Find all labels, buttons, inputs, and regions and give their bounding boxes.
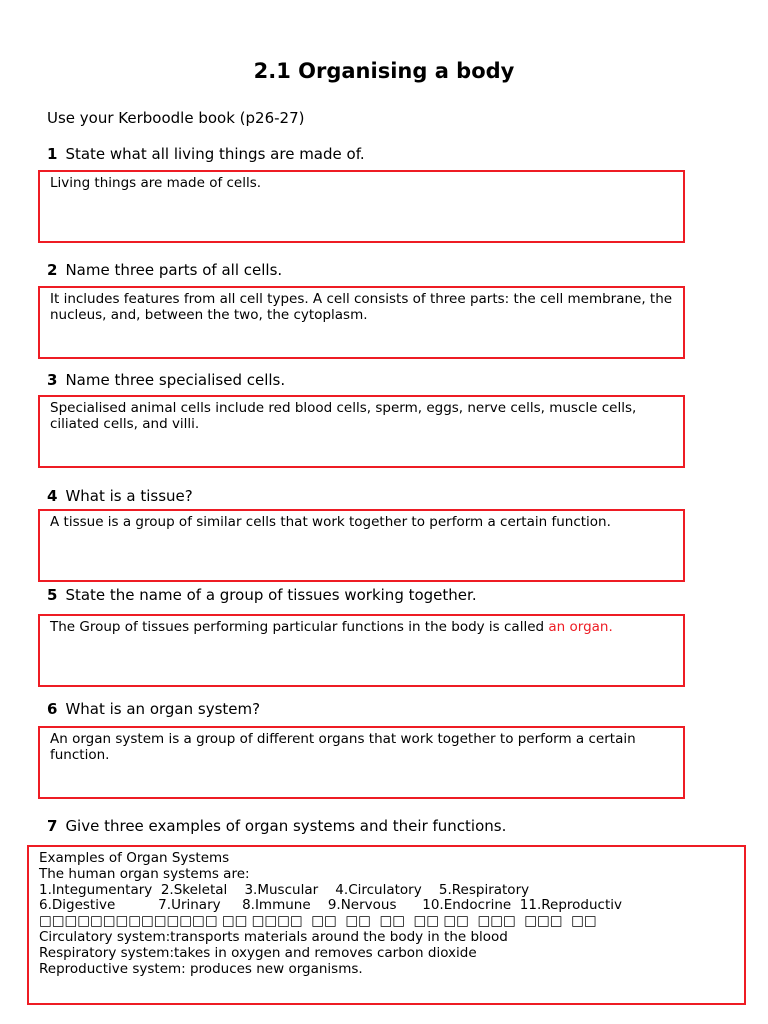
answer-text: The Group of tissues performing particular functions in the body is called — [50, 619, 545, 635]
answer-text: It includes features from all cell types. A cell consists of three parts: the cell membrane, the nucleus, and, between the two, the cytoplasm. — [50, 291, 673, 323]
question-2 — [47, 261, 282, 279]
question-5 — [47, 586, 477, 604]
question-6 — [47, 700, 260, 718]
answer-box-2[interactable] — [38, 286, 685, 359]
answer-box-6[interactable] — [38, 726, 685, 799]
answer-box-5[interactable] — [38, 614, 685, 687]
question-number: 7 — [47, 817, 58, 835]
question-number: 4 — [47, 487, 58, 505]
answer-box-4[interactable] — [38, 509, 685, 582]
answer-line: The human organ systems are: — [39, 865, 250, 882]
question-text: Name three parts of all cells. — [65, 261, 283, 279]
answer-text: Specialised animal cells include red blood cells, sperm, eggs, nerve cells, muscle cells, ciliated cells, and villi. — [50, 400, 637, 432]
question-4 — [47, 487, 193, 505]
answer-box-7[interactable] — [27, 845, 746, 1005]
question-text: State what all living things are made of. — [65, 145, 365, 163]
answer-box-3[interactable] — [38, 395, 685, 468]
question-3 — [47, 371, 285, 389]
question-number: 3 — [47, 371, 58, 389]
answer-box-1[interactable] — [38, 170, 685, 243]
question-text: State the name of a group of tissues working together. — [65, 586, 477, 604]
question-number: 6 — [47, 700, 58, 718]
answer-line: 1.Integumentary 2.Skeletal 3.Muscular 4.Circulatory 5.Respiratory — [39, 881, 530, 898]
question-1 — [47, 145, 365, 163]
question-text: What is a tissue? — [65, 487, 193, 505]
intro-text: Use your Kerboodle book (p26-27) — [47, 109, 305, 127]
answer-text: A tissue is a group of similar cells that work together to perform a certain function. — [50, 514, 611, 530]
answer-text: An organ system is a group of different organs that work together to perform a certain function. — [50, 731, 636, 763]
answer-highlight: an organ. — [548, 619, 613, 635]
answer-line: Circulatory system:transports materials around the body in the blood — [39, 928, 508, 945]
question-number: 2 — [47, 261, 58, 279]
answer-line: Respiratory system:takes in oxygen and removes carbon dioxide — [39, 944, 477, 961]
answer-line-garbled: □□□□□□□□□□□□□□ □□ □□□□ □□ □□ □□ □□ □□ □□□ □□□ □□ — [39, 913, 597, 930]
page-title: 2.1 Organising a body — [253, 59, 515, 83]
question-number: 5 — [47, 586, 58, 604]
answer-text: Living things are made of cells. — [50, 175, 262, 191]
answer-line: 6.Digestive 7.Urinary 8.Immune 9.Nervous 10.Endocrine 11.Reproductiv — [39, 897, 623, 914]
question-text: What is an organ system? — [65, 700, 261, 718]
question-7 — [47, 817, 506, 835]
question-number: 1 — [47, 145, 58, 163]
question-text: Give three examples of organ systems and their functions. — [65, 817, 507, 835]
answer-line: Reproductive system: produces new organisms. — [39, 960, 363, 977]
question-text: Name three specialised cells. — [65, 371, 286, 389]
answer-line: Examples of Organ Systems — [39, 850, 230, 866]
